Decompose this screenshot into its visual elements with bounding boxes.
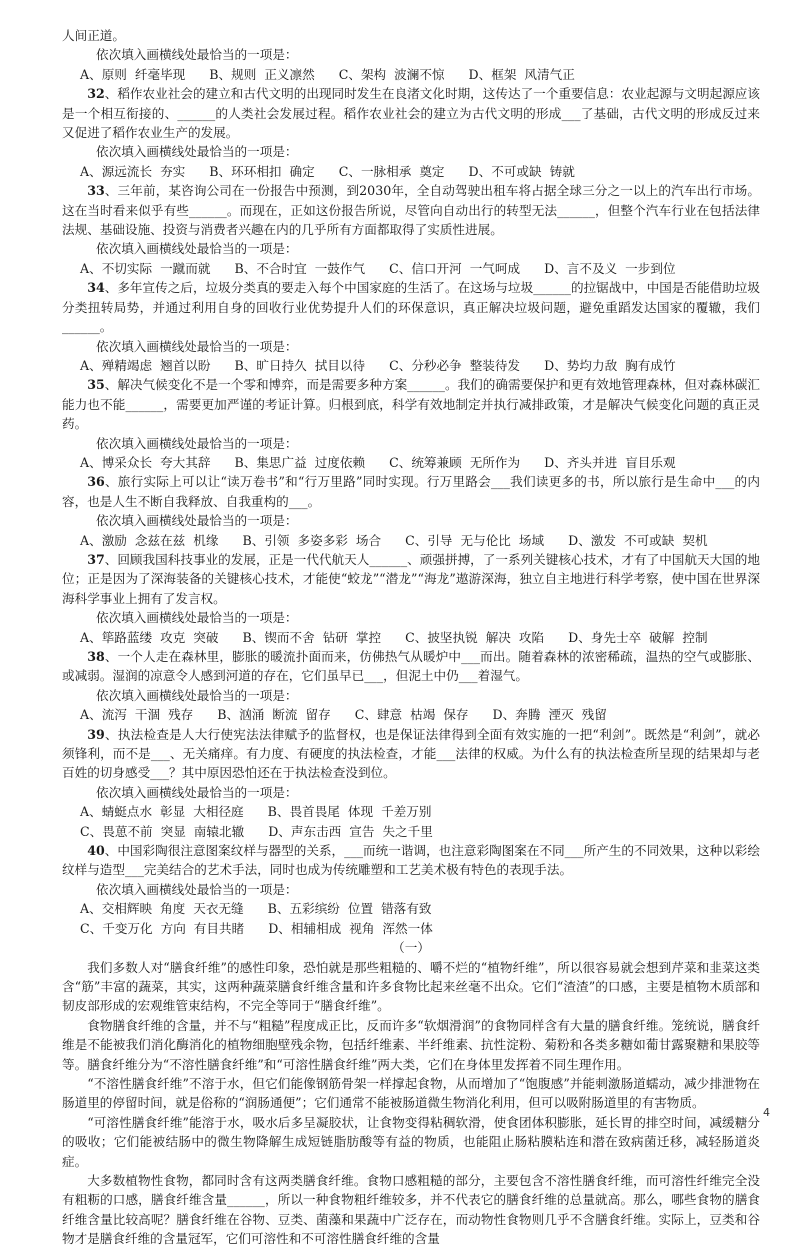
question-number: 39 — [87, 726, 105, 742]
question-35 — [62, 375, 760, 433]
answer-options: A、不切实际 一蹴而就 B、不合时宜 一鼓作气 C、信口开河 一气呵成 D、言不及义 一步到位 — [80, 260, 676, 276]
passage-paragraph: 大多数植物性食物，都同时含有这两类膳食纤维。食物口感粗糙的部分，主要包含不溶性膳食纤维，而可溶性纤维完全没有粗粝的口感，膳食纤维含量______，所以一种食物粗纤维较多，并不代表它的膳食纤维的总量就高。那么，哪些食物的膳食纤维含量比较高呢？膳食纤维在谷物、豆类、菌藻和果蔬中广泛存在，而动物性食物则几乎不含膳食纤维。实际上，豆类和谷物才是膳食纤维的含量冠军，它们可溶性和不可溶性膳食纤维的含量 — [62, 1172, 760, 1247]
answer-options: C、千变万化 方向 有目共睹 D、相辅相成 视角 浑然一体 — [80, 920, 433, 936]
page-number: 4 — [763, 1106, 770, 1119]
intro-fragment: 人间正道。 — [62, 28, 125, 43]
answer-options: A、蜻蜓点水 彰显 大相径庭 B、畏首畏尾 体现 千差万别 — [80, 804, 432, 820]
passage-paragraph: “可溶性膳食纤维”能溶于水，吸水后多呈凝胶状，让食物变得粘稠软滑，使食团体积膨胀，延长胃的排空时间，减缓糖分的吸收；它们能被结肠中的微生物降解生成短链脂肪酸等有益的物质，也能阻止肠粘膜粘连和潜在致病菌迁移，减轻肠道炎症。 — [62, 1114, 760, 1169]
answer-options: A、流泻 干涸 残存 B、汹涌 断流 留存 C、肆意 枯竭 保存 D、奔腾 湮灭 残留 — [80, 707, 607, 723]
question-text: 、稻作农业社会的建立和古代文明的出现同时发生在良渚文化时期，这传达了一个重要信息：农业起源与文明起源应该是一个相互衔接的、______的人类社会发展过程。稻作农业社会的建立为古代文明的形成___了基础，古代文明的形成反过来又促进了稻作农业生产的发展。 — [62, 86, 760, 141]
answer-options: A、筚路蓝缕 攻克 突破 B、锲而不舍 钻研 掌控 C、披坚执锐 解决 攻陷 D、身先士卒 破解 控制 — [80, 629, 708, 645]
question-prompt: 依次填入画横线处最恰当的一项是： — [96, 241, 298, 257]
question-prompt: 依次填入画横线处最恰当的一项是： — [96, 47, 298, 63]
question-39 — [62, 725, 760, 783]
question-prompt: 依次填入画横线处最恰当的一项是： — [96, 513, 298, 529]
question-prompt: 依次填入画横线处最恰当的一项是： — [96, 687, 298, 703]
question-text: 、旅行实际上可以让“读万卷书”和“行万里路”同时实现。行万里路会___我们读更多的书，所以旅行是生命中___的内容，也是人生不断自我释放、自我重构的___。 — [62, 474, 760, 509]
answer-options: A、殚精竭虑 翘首以盼 B、旷日持久 拭目以待 C、分秒必争 整装待发 D、势均力敌 胸有成竹 — [80, 357, 676, 373]
question-text: 、三年前，某咨询公司在一份报告中预测，到2030年，全自动驾驶出租车将占据全球三分之一以上的汽车出行市场。这在当时看来似乎有些______。而现在，正如这份报告所说，尽管向自动出行的转型无法______，但整个汽车行业在包括法律法规、基础设施、投资与消费者兴趣在内的几乎所有方面都取得了实质性进展。 — [62, 183, 760, 238]
question-list — [62, 84, 760, 938]
question-text: 、回顾我国科技事业的发展，正是一代代航天人______、顽强拼搏，了一系列关键核心技术，才有了中国航天大国的地位；正是因为了深海装备的关键核心技术，才能使“蛟龙”“潜龙”“海龙”遨游深海，独立自主地进行科学考察，使中国在世界深海科学事业上拥有了发言权。 — [62, 551, 760, 606]
question-prompt: 依次填入画横线处最恰当的一项是： — [96, 144, 298, 160]
passage-paragraph: 我们多数人对“膳食纤维”的感性印象，恐怕就是那些粗糙的、嚼不烂的“植物纤维”，所以很容易就会想到芹菜和韭菜这类含“筋”丰富的蔬菜，其实，这两种蔬菜膳食纤维含量和许多食物比起来丝毫不出众。它们“渣渣”的口感，主要是植物木质部和韧皮部形成的宏观维管束结构，不完全等同于“膳食纤维”。 — [62, 959, 760, 1014]
question-number: 35 — [87, 377, 105, 393]
question-32 — [62, 84, 760, 142]
reading-passage — [62, 958, 760, 1249]
answer-options: A、源远流长 夯实 B、环环相扣 确定 C、一脉相承 奠定 D、不可或缺 铸就 — [80, 163, 575, 179]
question-33 — [62, 181, 760, 239]
question-prompt: 依次填入画横线处最恰当的一项是： — [96, 610, 298, 626]
question-text: 、中国彩陶很注意图案纹样与器型的关系，___而统一谐调，也注意彩陶图案在不同___所产生的不同效果，这种以彩绘纹样与造型___完美结合的艺术手法，同时也成为传统雕塑和工艺美术极有特色的表现手法。 — [62, 843, 760, 878]
answer-options: A、博采众长 夸大其辞 B、集思广益 过度依赖 C、统筹兼顾 无所作为 D、齐头并进 盲目乐观 — [80, 454, 676, 470]
question-prompt: 依次填入画横线处最恰当的一项是： — [96, 784, 298, 800]
answer-options: A、激励 念兹在兹 机缘 B、引领 多姿多彩 场合 C、引导 无与伦比 场域 D、激发 不可或缺 契机 — [80, 532, 708, 548]
question-38 — [62, 647, 760, 686]
question-40 — [62, 841, 760, 880]
question-prompt: 依次填入画横线处最恰当的一项是： — [96, 435, 298, 451]
passage-paragraph: “不溶性膳食纤维”不溶于水，但它们能像钢筋骨架一样撑起食物，从而增加了“饱腹感”并能刺激肠道蠕动，减少排泄物在肠道里的停留时间，就是俗称的“润肠通便”；它们通常不能被肠道微生物消化利用，但可以吸附肠道里的有害物质。 — [62, 1075, 760, 1111]
passage-paragraph: 食物膳食纤维的含量，并不与“粗糙”程度成正比，反而许多“软烟滑润”的食物同样含有大量的膳食纤维。笼统说，膳食纤维是不能被我们消化酶消化的植物细胞壁残余物，包括纤维素、半纤维素、抗性淀粉、菊粉和各类多糖如葡甘露聚糖和果胶等等。膳食纤维分为“不溶性膳食纤维”和“可溶性膳食纤维”两大类，它们在身体里发挥着不同生理作用。 — [62, 1017, 760, 1072]
question-text: 、多年宣传之后，垃圾分类真的要走入每个中国家庭的生活了。在这场与垃圾______的拉锯战中，中国是否能借助垃圾分类扭转局势，并通过利用自身的回收行业优势提升人们的环保意识，真正解决垃圾问题，避免重蹈发达国家的覆辙，我们______。 — [62, 280, 760, 335]
question-number: 40 — [87, 843, 105, 859]
options-prev: A、原则 纤毫毕现 B、规则 正义凛然 C、架构 波澜不惊 D、框架 风清气正 — [80, 66, 575, 82]
question-number: 34 — [87, 280, 105, 296]
answer-options: A、交相辉映 角度 天衣无缝 B、五彩缤纷 位置 错落有致 — [80, 901, 432, 917]
question-number: 37 — [87, 551, 105, 567]
question-34 — [62, 278, 760, 336]
question-text: 、解决气候变化不是一个零和博弈，而是需要多种方案______。我们的确需要保护和更有效地管理森林，但对森林碳汇能力也不能______，需要更加严谨的考证计算。归根到底，科学有效地制定并执行减排政策，才是解决气候变化问题的真正灵药。 — [62, 377, 760, 432]
question-prompt: 依次填入画横线处最恰当的一项是： — [96, 881, 298, 897]
question-37 — [62, 550, 760, 608]
question-text: 、执法检查是人大行使宪法法律赋予的监督权，也是保证法律得到全面有效实施的一把“利剑”。既然是“利剑”，就必须锋利，而不是___、无关痛痒。有力度、有硬度的执法检查，才能___法律的权威。为什么有的执法检查所呈现的结果却与老百姓的切身感受___？其中原因恐怕还在于执法检查没到位。 — [62, 726, 760, 781]
question-number: 33 — [87, 183, 105, 199]
question-text: 、一个人走在森林里，膨胀的暖流扑面而来，仿佛热气从暖炉中___而出。随着森林的浓密稀疏，温热的空气或膨胀、或减弱。湿润的凉意令人感到河道的存在，它们虽早已___，但泥土中仍___着湿气。 — [62, 649, 760, 684]
question-number: 32 — [87, 86, 105, 102]
question-number: 38 — [87, 649, 105, 664]
section-marker: （一） — [392, 940, 430, 956]
answer-options: C、畏葸不前 突显 南辕北辙 D、声东击西 宣告 失之千里 — [80, 823, 433, 839]
question-prompt: 依次填入画横线处最恰当的一项是： — [96, 338, 298, 354]
question-36 — [62, 472, 760, 511]
question-number: 36 — [87, 474, 105, 490]
